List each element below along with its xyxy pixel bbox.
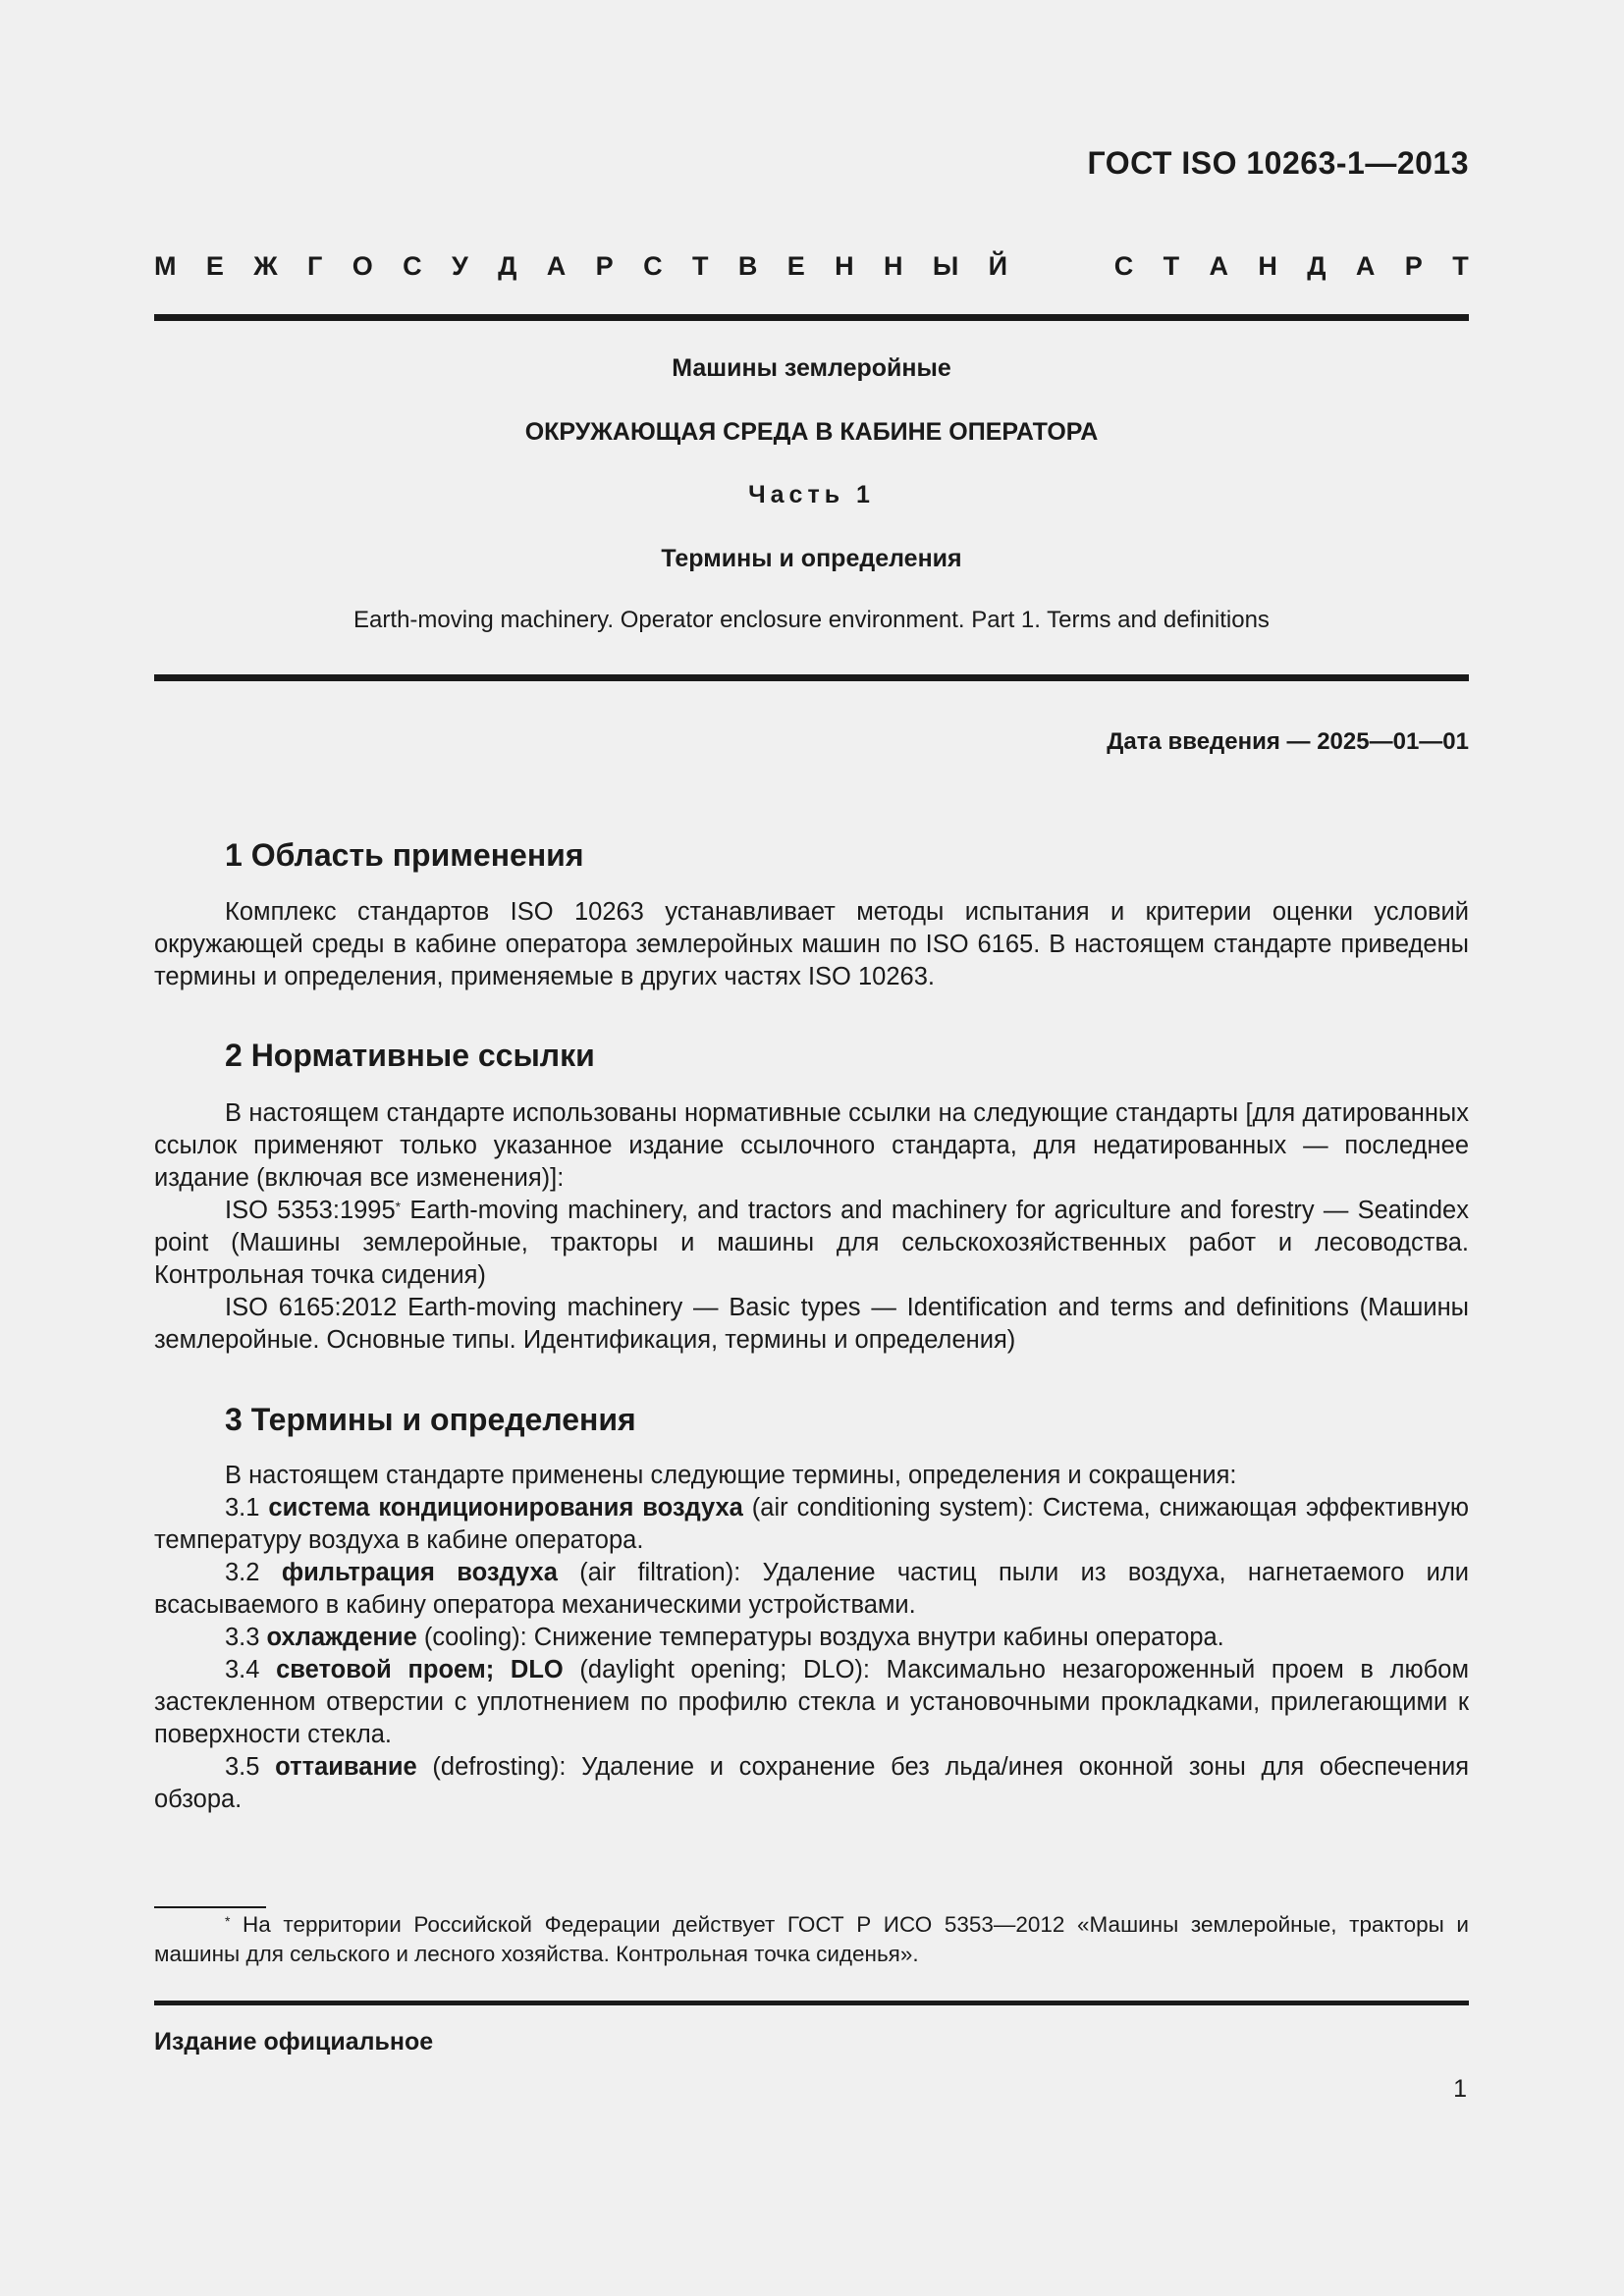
interstate-standard-banner xyxy=(154,251,1469,282)
document-number: ГОСТ ISO 10263-1—2013 xyxy=(1087,145,1469,181)
section-1-heading: 1 Область применения xyxy=(225,837,584,873)
banner-letter: Й xyxy=(988,251,1008,281)
term-definition: (air conditioning system): Система, снижающая эффективную температуру воздуха в кабине оператора. xyxy=(154,1494,1469,1554)
term-entry xyxy=(154,1622,1469,1654)
footnote-body: На территории Российской Федерации действует ГОСТ Р ИСО 5353—2012 «Машины землеройные, тракторы и машины для сельского и лесного хозяйства. Контрольная точка сиденья». xyxy=(154,1912,1469,1966)
section-3-body xyxy=(154,1460,1469,1816)
term-entry xyxy=(154,1492,1469,1557)
banner-letter: О xyxy=(352,251,373,281)
banner-letter: Д xyxy=(1307,251,1326,281)
term-definition: (defrosting): Удаление и сохранение без льда/инея оконной зоны для обеспечения обзора. xyxy=(154,1753,1469,1813)
banner-letter: А xyxy=(1355,251,1376,281)
reference-code: ISO 5353:1995 xyxy=(225,1197,396,1224)
paragraph: В настоящем стандарте применены следующие термины, определения и сокращения: xyxy=(225,1462,1237,1489)
header-rule xyxy=(154,314,1469,321)
footnote-marker: * xyxy=(225,1913,231,1929)
term-number: 3.4 xyxy=(225,1656,277,1683)
reference-item xyxy=(154,1195,1469,1292)
banner-letter: Т xyxy=(691,251,709,281)
term-definition: (daylight opening; DLO): Максимально незагороженный проем в любом застекленном отверстии с уплотнением по профилю стекла и установочными прокладками, прилегающими к поверхности стекла. xyxy=(154,1656,1469,1748)
title-rule xyxy=(154,674,1469,681)
reference-title: Earth-moving machinery, and tractors and machinery for agriculture and forestry — Seatindex point (Машины землеройные, тракторы и машины для сельскохозяйственных работ и лесоводства. Контрольная точка сидения) xyxy=(154,1197,1469,1289)
banner-letter: Р xyxy=(595,251,614,281)
term-number: 3.5 xyxy=(225,1753,276,1781)
banner-letter: М xyxy=(154,251,177,281)
footnote-marker: * xyxy=(395,1199,402,1214)
banner-letter: Н xyxy=(1258,251,1277,281)
title-line-1: Машины землеройные xyxy=(672,354,951,382)
section-1-body xyxy=(154,896,1469,993)
banner-letter: Т xyxy=(1163,251,1180,281)
banner-letter: Н xyxy=(883,251,903,281)
banner-letter: Р xyxy=(1404,251,1423,281)
banner-letter: А xyxy=(1209,251,1229,281)
banner-letter: Д xyxy=(498,251,517,281)
term-number: 3.2 xyxy=(225,1559,282,1586)
paragraph: Комплекс стандартов ISO 10263 устанавливает методы испытания и критерии оценки условий окружающей среды в кабине оператора землеройных машин по ISO 6165. В настоящем стандарте приведены термины и определения, применяемые в других частях ISO 10263. xyxy=(154,898,1469,990)
title-line-2: ОКРУЖАЮЩАЯ СРЕДА В КАБИНЕ ОПЕРАТОРА xyxy=(524,418,1099,446)
footnote-text xyxy=(154,1910,1469,1969)
term-name: световой проем; DLO xyxy=(276,1656,564,1683)
banner-letter: С xyxy=(643,251,663,281)
banner-letter: Ж xyxy=(253,251,278,281)
footnote xyxy=(154,1910,1469,1969)
term-entry xyxy=(154,1557,1469,1622)
introduction-date: Дата введения — 2025—01—01 xyxy=(1107,728,1469,755)
banner-letter: Е xyxy=(786,251,805,281)
reference-item: ISO 6165:2012 Earth-moving machinery — Basic types — Identification and terms and definitions (Машины землеройные. Основные типы. Идентификация, термины и определения) xyxy=(154,1294,1469,1354)
banner-letter: А xyxy=(546,251,567,281)
term-number: 3.1 xyxy=(225,1494,269,1522)
banner-letter: Н xyxy=(835,251,854,281)
section-2-heading: 2 Нормативные ссылки xyxy=(225,1038,595,1073)
term-entry xyxy=(154,1751,1469,1816)
banner-letter: Е xyxy=(205,251,224,281)
footer-rule xyxy=(154,2001,1469,2005)
official-edition-label: Издание официальное xyxy=(154,2028,434,2056)
term-number: 3.3 xyxy=(225,1624,267,1651)
term-entry xyxy=(154,1654,1469,1751)
term-definition: (cooling): Снижение температуры воздуха внутри кабины оператора. xyxy=(416,1624,1224,1651)
title-english: Earth-moving machinery. Operator enclosure environment. Part 1. Terms and definitions xyxy=(353,607,1270,633)
term-name: оттаивание xyxy=(275,1753,417,1781)
term-definition: (air filtration): Удаление частиц пыли из воздуха, нагнетаемого или всасываемого в кабину оператора механическими устройствами. xyxy=(154,1559,1469,1619)
banner-letter: С xyxy=(1113,251,1134,281)
footnote-separator xyxy=(154,1906,266,1908)
section-3-heading: 3 Термины и определения xyxy=(225,1402,636,1437)
paragraph: В настоящем стандарте использованы нормативные ссылки на следующие стандарты [для датированных ссылок применяют только указанное издание ссылочного стандарта, для недатированных — последнее издание (включая все изменения)]: xyxy=(154,1099,1469,1192)
term-name: охлаждение xyxy=(266,1624,417,1651)
section-2-body xyxy=(154,1097,1469,1357)
banner-letter: Ы xyxy=(932,251,959,281)
term-name: система кондиционирования воздуха xyxy=(268,1494,743,1522)
page-number: 1 xyxy=(1453,2075,1467,2103)
banner-letter: У xyxy=(452,251,468,281)
title-part: Часть 1 xyxy=(748,481,875,508)
term-name: фильтрация воздуха xyxy=(281,1559,558,1586)
banner-letter: Т xyxy=(1452,251,1469,281)
banner-letter: В xyxy=(737,251,758,281)
banner-letter: Г xyxy=(307,251,323,281)
banner-gap xyxy=(1037,251,1084,282)
title-subtitle: Термины и определения xyxy=(661,545,962,572)
banner-letter: С xyxy=(403,251,422,281)
